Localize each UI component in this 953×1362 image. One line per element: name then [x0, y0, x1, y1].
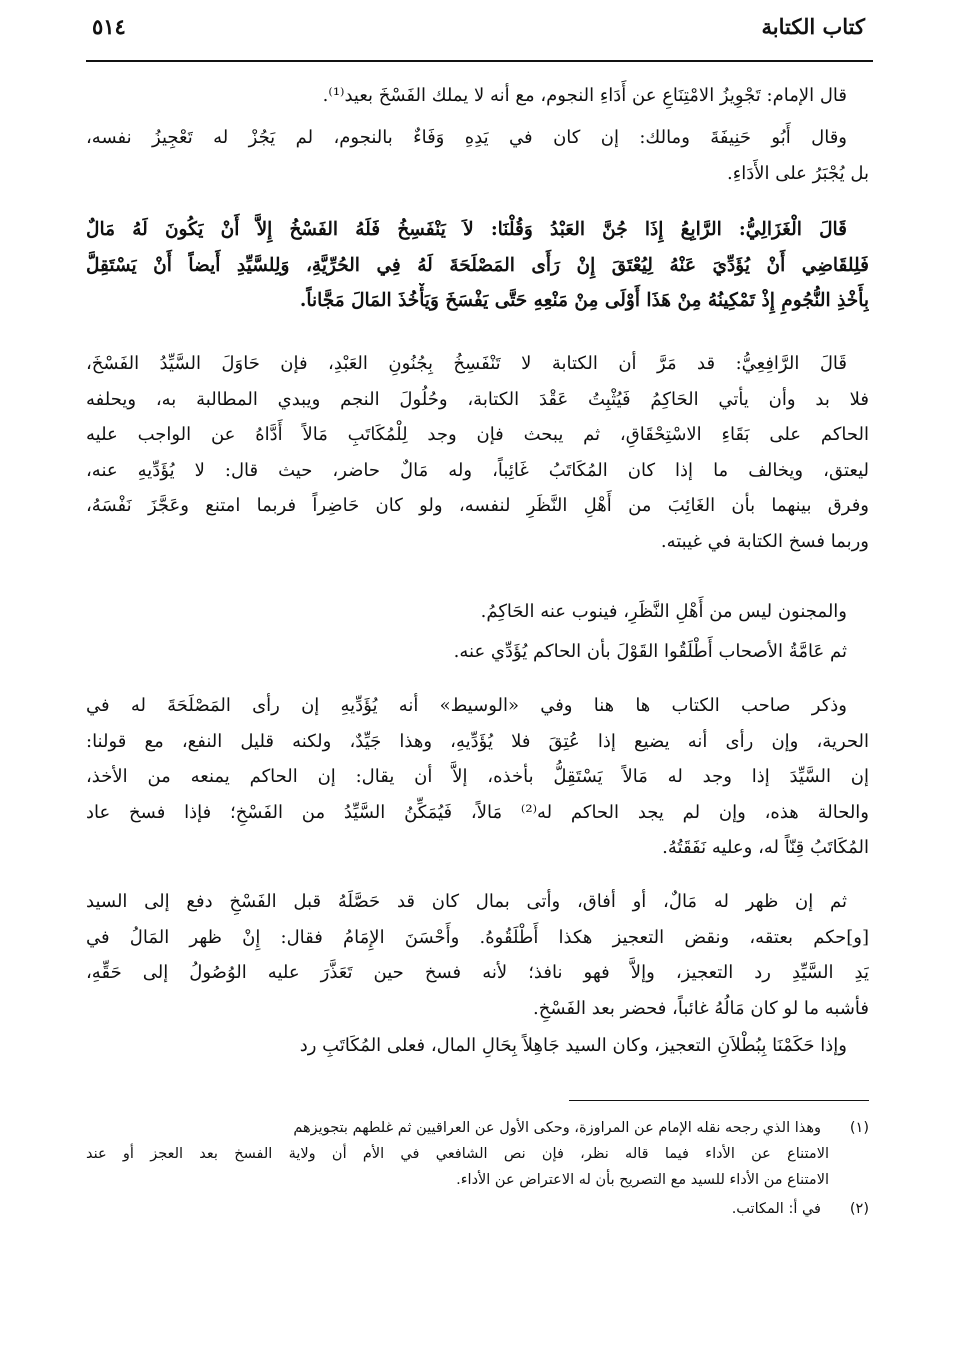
- paragraph: [86, 688, 869, 866]
- text-line: ليعتق، ويخالف ما إذا كان المُكَاتَبُ غَائِباً، وله مَالٌ حاضر، حيث قال: لا يُؤَدِّيهِ عنه،: [86, 459, 869, 481]
- text-line: الحاكم على بَقَاءِ الاسْتِحْقَاقِ، ثم يبحث فإن وجد لِلْمُكَاتَبِ مَالاً أَدَّاهُ عن الواجب عليه: [86, 424, 869, 445]
- paragraph: [86, 634, 869, 670]
- footnote-line: [86, 1196, 869, 1222]
- paragraph: [86, 1028, 869, 1064]
- text-line: قَالَ الْغَزَالِيُّ: الرَّابِعُ إِذَا جُنَّ العَبْدُ وَقُلْنَا: لاَ يَنْفَسِخُ فَلَهُ الفَسْخُ إِلاَّ أَنْ يَكُونَ لَهُ مَالٌ: [86, 219, 847, 240]
- header-rule: [86, 60, 873, 62]
- text-line: وقال أَبُو حَنِيفَةَ ومالك: إن كان في يَدِهِ وَفَاءٌ بالنجوم، لم يَجُزْ له تَعْجِيزُ نفسه،: [86, 127, 847, 148]
- text-line: وفرق بينهما بأن الغَائِبَ من أَهْلِ النَّظَرِ لنفسه، ولو كان حَاضِراً فربما امتنع وعَجَّزَ نَفْسَهُ،: [86, 495, 869, 516]
- paragraph: [86, 884, 869, 1026]
- footnote-text: في أ: المكاتب.: [731, 1201, 821, 1217]
- text-line: إن السَّيِّدَ إذا وجد له مَالاً يَسْتَقِلُّ بأخذه، إلاَّ أن يقال: إن الحاكم يمنعه من الأخذ،: [86, 766, 869, 787]
- text-line: بِأَخْذِ النُّجُومِ إِذْ تَمْكِينُهُ مِنْ هَذَا أَوْلَى مِنْ مَنْعِهِ حَتَّى يَفْسَخَ وَيَأْخُذَ المَالَ مَجَّاناً.: [299, 290, 869, 311]
- footnote: [86, 1115, 869, 1193]
- text-line: ثم عَامَّةُ الأصحاب أَطْلَقُوا القَوْلَ بأن الحاكم يُؤَدِّي عنه.: [453, 641, 847, 662]
- footnote-line: الامتناع من الأداء للسيد مع التصريح بأن له الاعتراض عن الأداء.: [456, 1172, 829, 1188]
- footnote-line: الامتناع عن الأداء فيما قاله نظر، فإن نص الشافعي في الأم أن ولاية الفسخ بعد العجز أو عند: [86, 1146, 829, 1162]
- footnote: [86, 1196, 869, 1222]
- text-line: فلا بد وأن يأتي الحَاكِمُ فَيُثْبِتُ عَقْدَ الكتابة، وحُلُولَ النجم ويبدي المطالبة به، ويحلفه: [86, 388, 869, 410]
- text-line: قَالَ الرَّافِعِيُّ: قد مَرَّ أن الكتابة لا تَنْفَسِخُ بِجُنُونِ العَبْدِ، فإن حَاوَلَ السَّيِّدُ الفَسْخَ،: [86, 353, 847, 374]
- text-line: وإذا حَكَمْنَا بِبُطْلاَنِ التعجيز، وكان السيد جَاهِلاً بِحَالِ المال، فعلى المُكَاتَبِ رد: [299, 1035, 847, 1056]
- text-line: قال الإمام: تَجْوِيزُ الامْتِنَاعِ عن أَدَاءِ النجوم، مع أنه لا يملك الفَسْخَ بعيد⁽¹⁾.: [322, 85, 847, 106]
- paragraph: [86, 120, 869, 191]
- text-line: ثم إن ظهر له مَالٌ، أو أفاق، وأتى بمال كان قد حَصَّلَهُ قبل الفَسْخِ دفع إلى السيد: [86, 891, 847, 912]
- text-line: والحالة هذه، وإن لم يجد الحاكم له⁽²⁾ مَالاً، فَيُمَكِّنُ السَّيِّدُ من الفَسْخِ؛ فإذا فسخ عاد: [86, 801, 869, 823]
- footnote-rule: [569, 1100, 869, 1101]
- text-line: بل يُجْبَرُ على الأَدَاءِ.: [727, 162, 869, 184]
- paragraph: [86, 346, 869, 559]
- paragraph: [86, 78, 869, 114]
- text-line: وذكر صاحب الكتاب ها هنا وفي «الوسيط» أنه يُؤَدِّيهِ إن رأى المَصْلَحَةَ له في: [86, 695, 847, 716]
- footnote-text: وهذا الذي رجحه نقله الإمام عن المراوزة، وحكى الأول عن العراقيين ثم غلطهم بتجويزهم: [293, 1120, 821, 1136]
- text-line: والمجنون ليس من أَهْلِ النَّظَرِ، فينوب عنه الحَاكِمُ.: [480, 601, 847, 622]
- text-line: المُكَاتَبُ قِنّاً له، وعليه نَفَقَتُهُ.: [662, 837, 869, 858]
- paragraph: [86, 212, 869, 319]
- footnote-number: (١): [849, 1120, 869, 1136]
- text-line: [و]حكم بعتقه، ونقض التعجيز هكذا أَطْلَقُوهُ. وأَحْسَنَ الإِمَامُ فقال: إِنْ ظهر المَالُ في: [86, 926, 869, 948]
- page-number: ٥١٤: [92, 14, 126, 39]
- text-line: وربما فسخ الكتابة في غيبته.: [660, 530, 869, 552]
- text-line: فأشبه ما لو كان مَالُهُ غائباً، فحضر بعد الفَسْخِ.: [533, 997, 869, 1019]
- text-line: يَدِ السَّيِّدِ رد التعجيز، وإلاَّ فهو نافذ؛ لأنه فسخ حين تَعَذَّرَ عليه الوُصُولُ إلى حَقِّهِ،: [86, 962, 869, 983]
- paragraph: [86, 594, 869, 630]
- running-header-title: كتاب الكتابة: [761, 14, 865, 39]
- text-line: فَلِلقَاضِي أَنْ يُؤَدِّيَ عَنْهُ لِيُعْتَقَ إِنْ رَأَى المَصْلَحَةَ لَهُ فِي الحُرِّيَّةِ، وَلِلسَّيِّدِ أَيضاً أَنْ يَسْتَقِلَّ: [86, 254, 869, 276]
- footnote-number: (٢): [849, 1201, 869, 1217]
- footnote-line: [86, 1115, 869, 1141]
- text-line: الحرية، وإن رأى أنه يضيع إذا عُتِقَ فلا يُؤَدِّيهِ، وهذا جَيِّدٌ، ولكنه قليل النفع، مع قولنا:: [86, 730, 869, 752]
